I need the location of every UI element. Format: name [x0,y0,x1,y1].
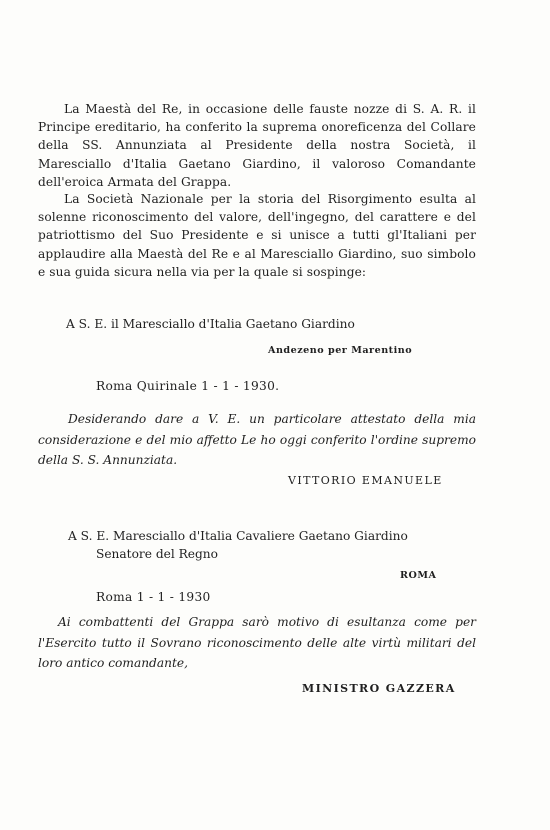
telegram2-address-line2: Senatore del Regno [96,547,218,561]
telegram2-signature: MINISTRO GAZZERA [302,682,456,695]
telegram1-signature: VITTORIO EMANUELE [288,474,443,487]
telegram1-message: Desiderando dare a V. E. un particolare attestato della mia considerazione e del mio affetto Le ho oggi conferito l'ordine supremo della S. S. Annunziata. [38,412,476,467]
telegram2-dateline: Roma 1 - 1 - 1930 [96,590,211,604]
telegram2-location: ROMA [400,570,437,581]
paragraph-announcement: La Maestà del Re, in occasione delle fauste nozze di S. A. R. il Principe ereditario, ha conferito la suprema onoreficenza del Collare della SS. Annunziata al Presidente della nostra Società, il Maresciallo d'Italia Gaetano Giardino, il valoroso Comandante dell'eroica Armata del Grappa. [38,102,476,189]
telegram2-address: A S. E. Maresciallo d'Italia Cavaliere Gaetano Giardino [68,529,408,543]
telegram1-dateline: Roma Quirinale 1 - 1 - 1930. [96,379,280,393]
telegram1-location: Andezeno per Marentino [268,345,413,356]
paragraph-society-statement: La Società Nazionale per la storia del Risorgimento esulta al solenne riconoscimento del valore, dell'ingegno, del carattere e del patriottismo del Suo Presidente e si unisce a tutti gl'Italiani per applaudire alla Maestà del Re e al Maresciallo Giardino, suo simbolo e sua guida sicura nella via per la quale si sospinge: [38,192,476,279]
telegram2-message: Ai combattenti del Grappa sarò motivo di esultanza come per l'Esercito tutto il Sovrano riconoscimento delle alte virtù militari del loro antico comandante, [38,615,476,670]
telegram1-address: A S. E. il Maresciallo d'Italia Gaetano Giardino [66,317,355,331]
